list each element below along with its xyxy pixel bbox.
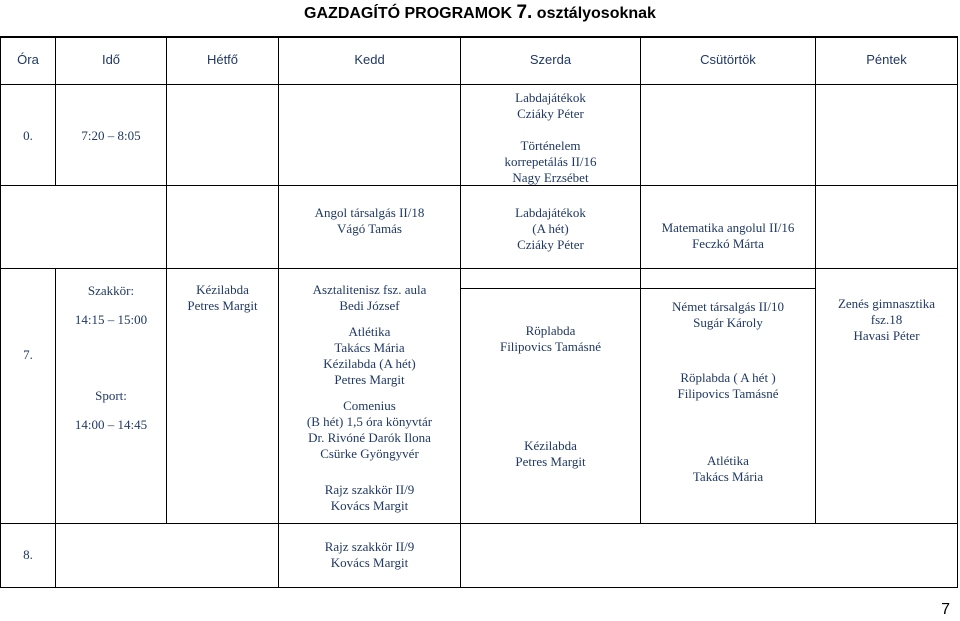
header-pentek: Péntek [866, 52, 907, 67]
row0-ora: 0. [23, 128, 33, 143]
grid-line [641, 288, 815, 289]
cell-line: Feczkó Márta [692, 236, 764, 251]
cell-line: Angol társalgás II/18 [314, 205, 425, 220]
cell-line: Röplabda ( A hét ) [680, 370, 776, 385]
header-csutortok: Csütörtök [700, 52, 756, 67]
row7-kedd-b [279, 324, 460, 388]
cell-line: Német társalgás II/10 [672, 299, 784, 314]
cell-line [461, 122, 640, 138]
page-number: 7 [941, 601, 950, 618]
row7-kedd-c [279, 398, 460, 462]
cell-line: Cziáky Péter [517, 106, 584, 121]
cell-line: Comenius [343, 398, 396, 413]
cell-line: Matematika angolul II/16 [661, 220, 795, 235]
cell-line: Labdajátékok [515, 90, 586, 105]
cell-line: (A hét) [532, 221, 569, 236]
header-ora: Óra [17, 52, 39, 67]
cell-line: Filipovics Tamásné [499, 339, 602, 354]
cell-line: Kézilabda (A hét) [323, 356, 416, 371]
cell-line: Történelem [520, 138, 581, 153]
row7-szerda-b [461, 438, 640, 470]
row7-szakkor: Szakkör: [87, 283, 135, 298]
row7-ora: 7. [23, 347, 33, 362]
cell-line: Petres Margit [334, 372, 405, 387]
row7-csut-c [641, 453, 815, 485]
grid-line [166, 36, 167, 524]
title-main: GAZDAGÍTÓ PROGRAMOK [304, 5, 517, 22]
cell-line: Petres Margit [187, 298, 258, 313]
row7-szerda-a [461, 323, 640, 355]
header-szerda: Szerda [529, 52, 572, 67]
row7-sport-time: 14:00 – 14:45 [74, 417, 148, 432]
cell-line: Zenés gimnasztika [837, 296, 936, 311]
cell-line: (B hét) 1,5 óra könyvtár [306, 414, 433, 429]
cell-line: Cziáky Péter [517, 237, 584, 252]
header-kedd: Kedd [354, 52, 385, 67]
mid-kedd [279, 205, 460, 237]
cell-line: Asztalitenisz fsz. aula [312, 282, 427, 297]
header-ido: Idő [101, 52, 121, 67]
cell-line: Kézilabda [196, 282, 249, 297]
row7-hetfo [167, 282, 278, 314]
grid-line [957, 36, 958, 588]
header-hetfo: Hétfő [206, 52, 239, 67]
cell-line: Rajz szakkör II/9 [324, 539, 415, 554]
grid-line [815, 36, 816, 524]
row7-csut-a [641, 299, 815, 331]
cell-line: Havasi Péter [853, 328, 920, 343]
grid-line [640, 36, 641, 524]
row7-szakkor-time: 14:15 – 15:00 [74, 312, 148, 327]
row7-sport: Sport: [95, 388, 127, 403]
row0-szerda [461, 90, 640, 186]
grid-line [460, 523, 461, 588]
row7-kedd-d [279, 482, 460, 514]
cell-line: Petres Margit [515, 454, 586, 469]
title-grade-text: osztályosoknak [532, 5, 656, 22]
cell-line: Atlétika [348, 324, 391, 339]
cell-line: Rajz szakkör II/9 [324, 482, 415, 497]
cell-line: Takács Mária [334, 340, 405, 355]
cell-line: Dr. Rivóné Darók Ilona [308, 430, 431, 445]
cell-line: Kovács Margit [330, 555, 409, 570]
page-title [0, 2, 960, 24]
grid-line [461, 288, 640, 289]
grid-line [55, 523, 56, 588]
cell-line: Takács Mária [692, 469, 764, 484]
title-grade-number: 7. [516, 2, 533, 23]
row8-kedd [279, 539, 460, 571]
cell-line: Sugár Károly [693, 315, 763, 330]
row8-ora: 8. [23, 547, 33, 562]
cell-line: Kovács Margit [330, 498, 409, 513]
cell-line: Kézilabda [524, 438, 577, 453]
cell-line: fsz.18 [870, 312, 903, 327]
row7-pentek [816, 296, 957, 344]
cell-line: korrepetálás II/16 [504, 154, 597, 169]
cell-line: Filipovics Tamásné [677, 386, 779, 401]
row7-kedd-a [279, 282, 460, 314]
row0-ido: 7:20 – 8:05 [81, 128, 141, 143]
cell-line: Nagy Erzsébet [512, 170, 589, 185]
grid-line [0, 587, 958, 588]
cell-line: Vágó Tamás [337, 221, 402, 236]
cell-line: Csürke Gyöngyvér [320, 446, 419, 461]
cell-line: Atlétika [707, 453, 749, 468]
row7-csut-b [641, 370, 815, 402]
cell-line: Bedi József [339, 298, 400, 313]
mid-csutortok [641, 220, 815, 252]
grid-line [0, 36, 1, 588]
cell-line: Labdajátékok [515, 205, 586, 220]
mid-szerda [461, 205, 640, 253]
cell-line: Röplabda [525, 323, 576, 338]
